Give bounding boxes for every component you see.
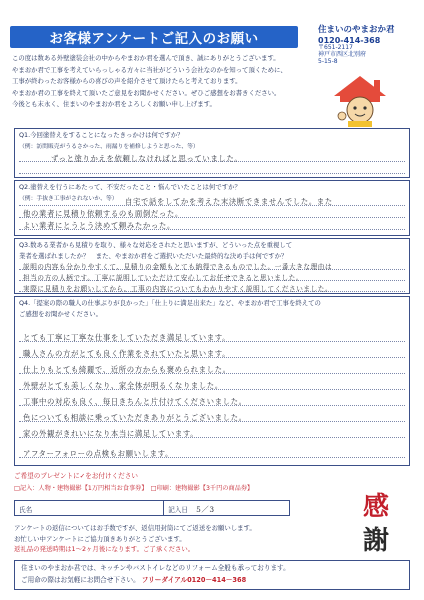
name-field[interactable]: [15, 501, 164, 515]
question-3: [14, 238, 410, 294]
question-3-title-2: 業者を選ばれましたか？ また、やまおか君をご選択いただいた最終的な決め手は何ですか？: [19, 251, 288, 260]
question-1-title: Q1.今回塗替えをすることになったきっかけは何ですか？: [19, 131, 184, 139]
intro-line: 工事が終わったお客様からの喜びの声を紹介させて頂けたらと考えております。: [12, 77, 242, 86]
question-4-answer-last-line: アフターフォローの点検もお願いします。: [23, 449, 173, 458]
question-4-answer-line: 職人さんの方がとても良く作業をされていたと思います。: [23, 349, 231, 358]
question-4-title-2: ご感想をお聞かせください。: [19, 309, 103, 318]
question-1-answer: ずっと塗りかえを依頼しなければと思っていました。: [51, 154, 243, 163]
question-3-answer-line: 担当の方の人柄です。丁寧に説明していただけて安心してお任せできると思いました。: [23, 274, 304, 282]
question-1: [14, 128, 410, 178]
bottom-line: 住まいのやまおか君では、キッチンやバストイレなどのリフォーム全般も承っております。: [21, 564, 290, 572]
date-label: 記入日: [168, 506, 188, 514]
question-4-answer-line: 家の外観がきれいになり本当に満足しています。: [23, 429, 199, 438]
footer-line-red: 返礼品の発送時期は1～2ヶ月後になります。ご了承ください。: [14, 545, 195, 553]
question-4-answer-line: とても丁寧に丁寧な仕事をしていただき満足しています。: [23, 333, 231, 342]
question-2-answer-line: よい業者にとうとう決めて頼みたかった。: [23, 221, 175, 230]
question-4-answer-line: 仕上りもとても綺麗で、近所の方からも褒められました。: [23, 365, 231, 374]
date-field[interactable]: [164, 501, 289, 515]
footer-line: お忙しい中アンケートにご協力頂きありがとうございます。: [14, 534, 186, 543]
question-3-answer-line: 説明の内容も分かりやすくて、見積りの金額もとても納得できるものでした。一番大きな理由は: [23, 263, 333, 271]
intro-line: 今後とも末永く、住まいのやまおか君をよろしくお願い申し上げます。: [12, 100, 216, 109]
page-title: お客様アンケートご記入のお願い: [10, 26, 298, 48]
present-title: ご希望のプレゼントに✓をお付けください: [14, 472, 138, 480]
question-4-answer-line: 色についても相談に乗っていただきありがとうございました。: [23, 413, 247, 422]
intro-line: やまおか君で工事を考えていらっしゃる方々に当社がどういう会社なのかを知って頂くために、: [12, 65, 287, 74]
intro-text: [12, 53, 304, 111]
question-3-title: Q3.数ある業者から見積りを取り、様々な対応をされたと思いますが、どういった点を重視して: [19, 241, 293, 249]
answer-line: [19, 173, 405, 174]
question-4: [14, 296, 410, 466]
company-postal: 〒651-2117: [318, 43, 353, 51]
company-name: 住まいのやまおか君: [318, 25, 395, 35]
name-date-row: [14, 500, 290, 516]
question-2-answer-line: 自宅で話をしてかを考えた末決断できませんでした。また: [125, 197, 333, 206]
company-phone: 0120-414-368: [318, 35, 381, 45]
present-options: □記入：人物・建物撮影【1万円相当お食事券】 □印刷：建物撮影【3千円の商品券】: [14, 485, 254, 492]
question-4-title: Q4.「提案の際の職人の仕事ぶりが良かった」「仕上りに満足出来た」など、やまおか君で工事を終えての: [19, 299, 321, 307]
bottom-line-2: ご用命の際はお気軽にお問合せ下さい。: [21, 575, 140, 584]
company-info: [318, 26, 418, 66]
thanks-char-2: 謝: [362, 526, 389, 556]
question-1-example: （例：訪問販売がうるさかった、雨漏りを補修しようと思った、等）: [19, 143, 199, 150]
bottom-info-box: [14, 560, 410, 590]
present-section: [14, 470, 314, 492]
thanks-char-1: 感: [362, 492, 389, 522]
question-3-answer-line: 実際に見積りをお願いしてから、工事の内容についてもわかりやすく説明してくださいました。: [23, 285, 333, 293]
question-2-answer-line: 他の業者に見積り依頼するのも面倒だった。: [23, 209, 183, 218]
question-2-title: Q2.塗替えを行うにあたって、不安だったこと・悩んでいたことは何ですか？: [19, 183, 241, 191]
intro-line: やまおか君の工事を終えて頂いたご意見をお聞かせください。ぜひご感想をお書きください。: [12, 88, 281, 97]
company-address-1: 神戸市西区北別府: [318, 50, 367, 58]
question-2: [14, 180, 410, 236]
intro-line: この度は数ある外壁塗装会社の中からやまおか君を選んで頂き、誠にありがとうございます。: [12, 54, 280, 62]
thanks-stamp: [352, 490, 400, 558]
name-label: 氏名: [19, 506, 33, 514]
question-4-answer-line: 外壁がとても美しくなり、家全体が明るくなりました。: [23, 381, 223, 390]
footer-line: アンケートの返信についてはお手数ですが、返信用封筒にてご返送をお願いします。: [14, 524, 256, 532]
mascot-icon: [330, 72, 390, 128]
question-2-example: （例：手抜き工事がされないか、等）: [19, 195, 118, 202]
question-4-answer-line: 工事中の対応も良く、毎日きちんと片付けてくださいました。: [23, 397, 247, 406]
footer-note: [14, 523, 314, 555]
date-value: 5／3: [196, 505, 215, 514]
freedial-number: フリーダイアル0120－414－368: [141, 575, 247, 584]
company-address-2: 5-15-8: [318, 57, 338, 65]
